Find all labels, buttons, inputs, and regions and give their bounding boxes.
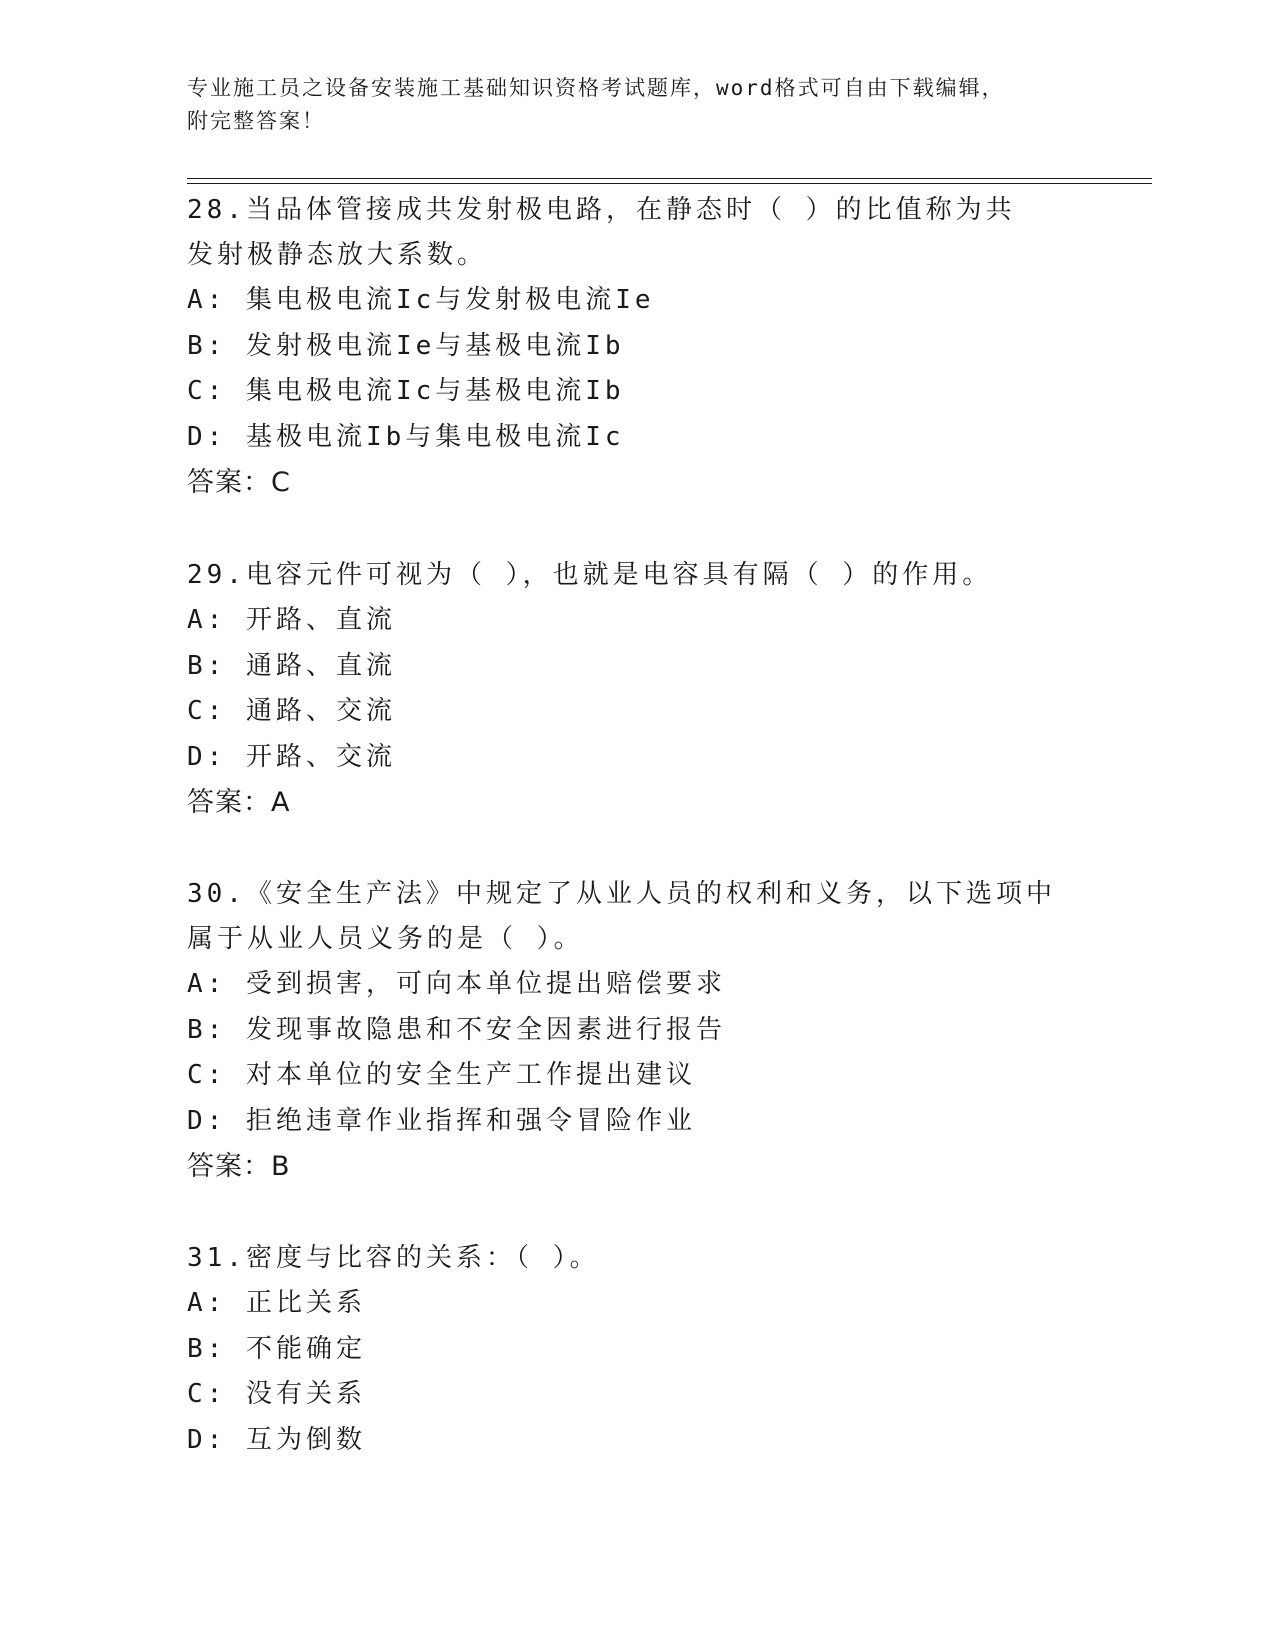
- option-c: C: 对本单位的安全生产工作提出建议: [187, 1060, 696, 1090]
- answer: 答案：A: [187, 787, 291, 818]
- option-c: C: 集电极电流Ic与基极电流Ib: [187, 376, 625, 406]
- option-b: B: 通路、直流: [187, 650, 396, 681]
- question-stem: 29.电容元件可视为（ ），也就是电容具有隔（ ）的作用。: [187, 560, 993, 590]
- option-d: D: 拒绝违章作业指挥和强令冒险作业: [187, 1105, 696, 1136]
- option-a: A: 正比关系: [187, 1288, 366, 1318]
- question-stem: 28.当品体管接成共发射极电路，在静态时（ ）的比值称为共发射极静态放大系数。: [187, 195, 1016, 270]
- option-d: D: 互为倒数: [187, 1424, 366, 1455]
- question-29: [187, 553, 1087, 825]
- header-line-2: 附完整答案！: [187, 109, 325, 133]
- option-b: B: 发射极电流Ie与基极电流Ib: [187, 330, 625, 361]
- option-a: A: 开路、直流: [187, 605, 396, 635]
- header-line-1: 专业施工员之设备安装施工基础知识资格考试题库，word格式可自由下载编辑，: [187, 76, 1005, 100]
- option-a: A: 受到损害，可向本单位提出赔偿要求: [187, 969, 726, 999]
- option-d: D: 开路、交流: [187, 741, 396, 772]
- header-divider-bottom: [187, 183, 1152, 184]
- option-c: C: 没有关系: [187, 1379, 366, 1409]
- answer: 答案：C: [187, 467, 291, 498]
- option-b: B: 不能确定: [187, 1333, 366, 1364]
- question-stem: 31.密度与比容的关系：（ ）。: [187, 1243, 600, 1273]
- option-a: A: 集电极电流Ic与发射极电流Ie: [187, 285, 655, 315]
- document-header: [187, 72, 1067, 138]
- question-30: [187, 872, 1087, 1189]
- option-c: C: 通路、交流: [187, 696, 396, 726]
- answer: 答案：B: [187, 1151, 291, 1182]
- question-31: [187, 1236, 1087, 1463]
- header-divider-top: [187, 178, 1152, 179]
- option-d: D: 基极电流Ib与集电极电流Ic: [187, 421, 625, 452]
- question-28: [187, 188, 1087, 505]
- option-b: B: 发现事故隐患和不安全因素进行报告: [187, 1014, 726, 1045]
- question-stem: 30.《安全生产法》中规定了从业人员的权利和义务，以下选项中属于从业人员义务的是（ ）。: [187, 879, 1056, 954]
